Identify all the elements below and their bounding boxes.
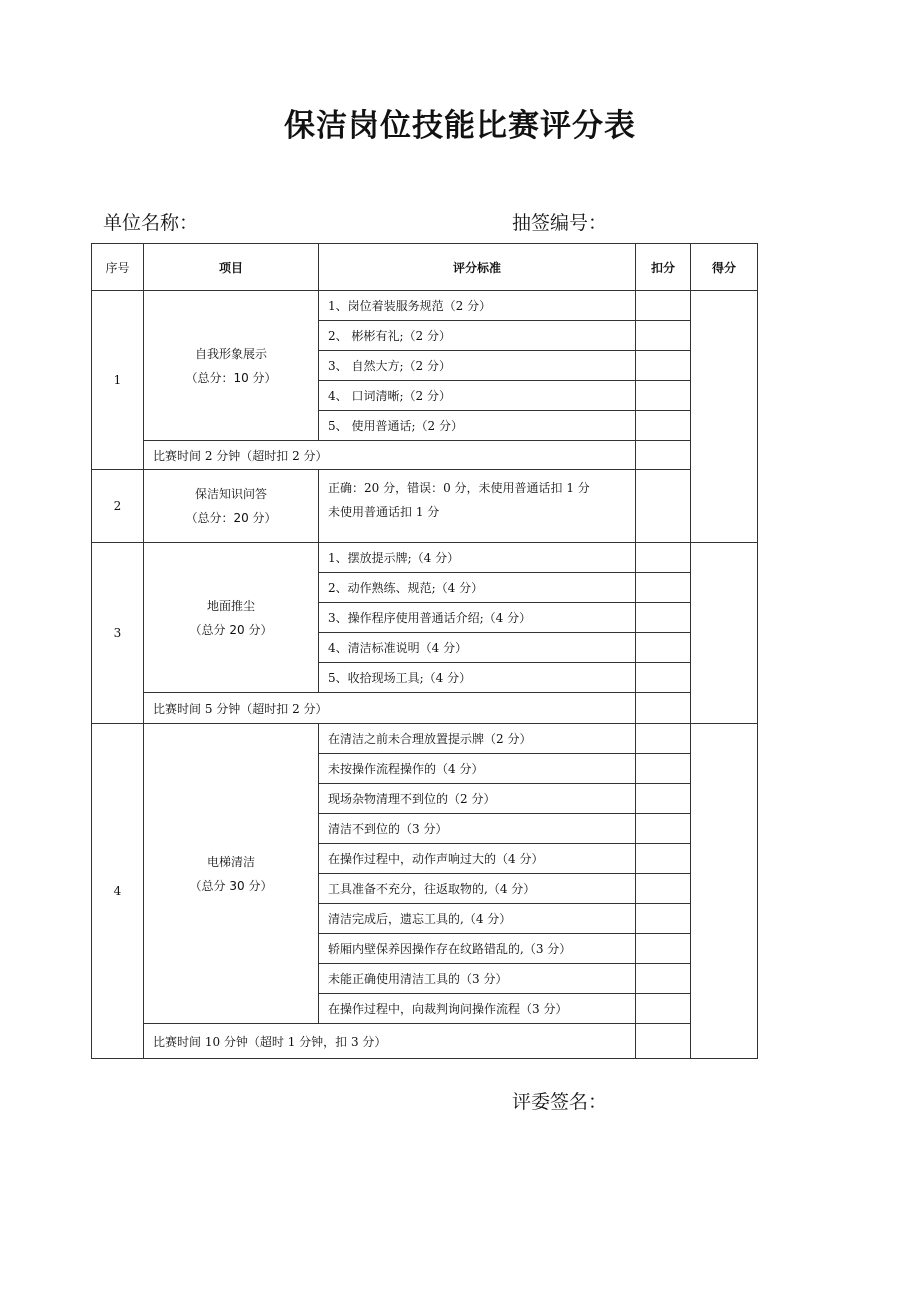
section-no: 3: [92, 543, 144, 724]
criteria-cell: 4、 口词清晰;（2 分）: [319, 381, 636, 411]
deduct-cell[interactable]: [636, 904, 691, 934]
criteria-cell: 现场杂物清理不到位的（2 分）: [319, 784, 636, 814]
deduct-cell[interactable]: [636, 633, 691, 663]
criteria-cell: 在清洁之前未合理放置提示牌（2 分）: [319, 724, 636, 754]
deduct-cell[interactable]: [636, 844, 691, 874]
criteria-line: 未使用普通话扣 1 分: [328, 505, 440, 519]
deduct-cell[interactable]: [636, 321, 691, 351]
score-cell[interactable]: [691, 291, 758, 543]
deduct-cell[interactable]: [636, 441, 691, 470]
criteria-cell: 清洁不到位的（3 分）: [319, 814, 636, 844]
unit-name-label: 单位名称：: [103, 212, 199, 234]
judge-signature-label: 评委签名：: [512, 1091, 608, 1113]
table-row: [92, 543, 758, 573]
deduct-cell[interactable]: [636, 543, 691, 573]
deduct-cell[interactable]: [636, 724, 691, 754]
time-row: [92, 693, 758, 724]
criteria-cell: 1、岗位着装服务规范（2 分）: [319, 291, 636, 321]
header-no: 序号: [92, 244, 144, 291]
item-name: 地面推尘: [206, 598, 255, 613]
deduct-cell[interactable]: [636, 411, 691, 441]
criteria-cell: 3、 自然大方;（2 分）: [319, 351, 636, 381]
deduct-cell[interactable]: [636, 351, 691, 381]
criteria-cell: 5、 使用普通话;（2 分）: [319, 411, 636, 441]
deduct-cell[interactable]: [636, 693, 691, 724]
deduct-cell[interactable]: [636, 470, 691, 543]
criteria-cell: 3、操作程序使用普通话介绍;（4 分）: [319, 603, 636, 633]
section-item: [144, 543, 319, 693]
table-row: [92, 470, 758, 543]
criteria-cell: [319, 470, 636, 543]
header-row: [92, 244, 758, 291]
header-deduct: 扣分: [636, 244, 691, 291]
header-score: 得分: [691, 244, 758, 291]
item-total: （总分 30 分）: [189, 878, 273, 893]
deduct-cell[interactable]: [636, 934, 691, 964]
criteria-cell: 在操作过程中，动作声响过大的（4 分）: [319, 844, 636, 874]
criteria-cell: 5、收拾现场工具;（4 分）: [319, 663, 636, 693]
deduct-cell[interactable]: [636, 874, 691, 904]
deduct-cell[interactable]: [636, 754, 691, 784]
score-table: [91, 243, 758, 1059]
criteria-cell: 2、动作熟练、规范;（4 分）: [319, 573, 636, 603]
item-name: 电梯清洁: [206, 854, 255, 869]
deduct-cell[interactable]: [636, 1024, 691, 1059]
deduct-cell[interactable]: [636, 381, 691, 411]
draw-number-label: 抽签编号：: [512, 212, 608, 234]
criteria-cell: 1、摆放提示牌;（4 分）: [319, 543, 636, 573]
criteria-cell: 2、 彬彬有礼;（2 分）: [319, 321, 636, 351]
criteria-line: 正确：20 分，错误：0 分，未使用普通话扣 1 分: [328, 481, 590, 495]
page-title: 保洁岗位技能比赛评分表: [284, 108, 636, 144]
item-total: （总分：20 分）: [185, 511, 277, 525]
score-cell[interactable]: [691, 543, 758, 724]
time-row: [92, 441, 758, 470]
deduct-cell[interactable]: [636, 603, 691, 633]
section-no: 1: [92, 291, 144, 470]
criteria-cell: 未能正确使用清洁工具的（3 分）: [319, 964, 636, 994]
deduct-cell[interactable]: [636, 964, 691, 994]
criteria-cell: 工具准备不充分，往返取物的,（4 分）: [319, 874, 636, 904]
section-no: 4: [92, 724, 144, 1059]
criteria-cell: 轿厢内壁保养因操作存在纹路错乱的,（3 分）: [319, 934, 636, 964]
deduct-cell[interactable]: [636, 291, 691, 321]
item-total: （总分 20 分）: [189, 622, 273, 637]
deduct-cell[interactable]: [636, 573, 691, 603]
section-item: [144, 291, 319, 441]
section-no: 2: [92, 470, 144, 543]
criteria-cell: 4、清洁标准说明（4 分）: [319, 633, 636, 663]
deduct-cell[interactable]: [636, 994, 691, 1024]
table-row: [92, 724, 758, 754]
deduct-cell[interactable]: [636, 784, 691, 814]
section-item: [144, 470, 319, 543]
time-note: 比赛时间 10 分钟（超时 1 分钟，扣 3 分）: [144, 1024, 636, 1059]
time-note: 比赛时间 5 分钟（超时扣 2 分）: [144, 693, 636, 724]
time-row: [92, 1024, 758, 1059]
time-note: 比赛时间 2 分钟（超时扣 2 分）: [144, 441, 636, 470]
score-cell[interactable]: [691, 724, 758, 1059]
item-name: 自我形象展示: [194, 346, 267, 361]
criteria-cell: 清洁完成后，遗忘工具的,（4 分）: [319, 904, 636, 934]
deduct-cell[interactable]: [636, 663, 691, 693]
deduct-cell[interactable]: [636, 814, 691, 844]
section-item: [144, 724, 319, 1024]
criteria-cell: 在操作过程中，向裁判询问操作流程（3 分）: [319, 994, 636, 1024]
table-row: [92, 291, 758, 321]
header-criteria: 评分标准: [319, 244, 636, 291]
header-item: 项目: [144, 244, 319, 291]
criteria-cell: 未按操作流程操作的（4 分）: [319, 754, 636, 784]
item-total: （总分：10 分）: [185, 370, 277, 385]
item-name: 保洁知识问答: [194, 487, 267, 501]
